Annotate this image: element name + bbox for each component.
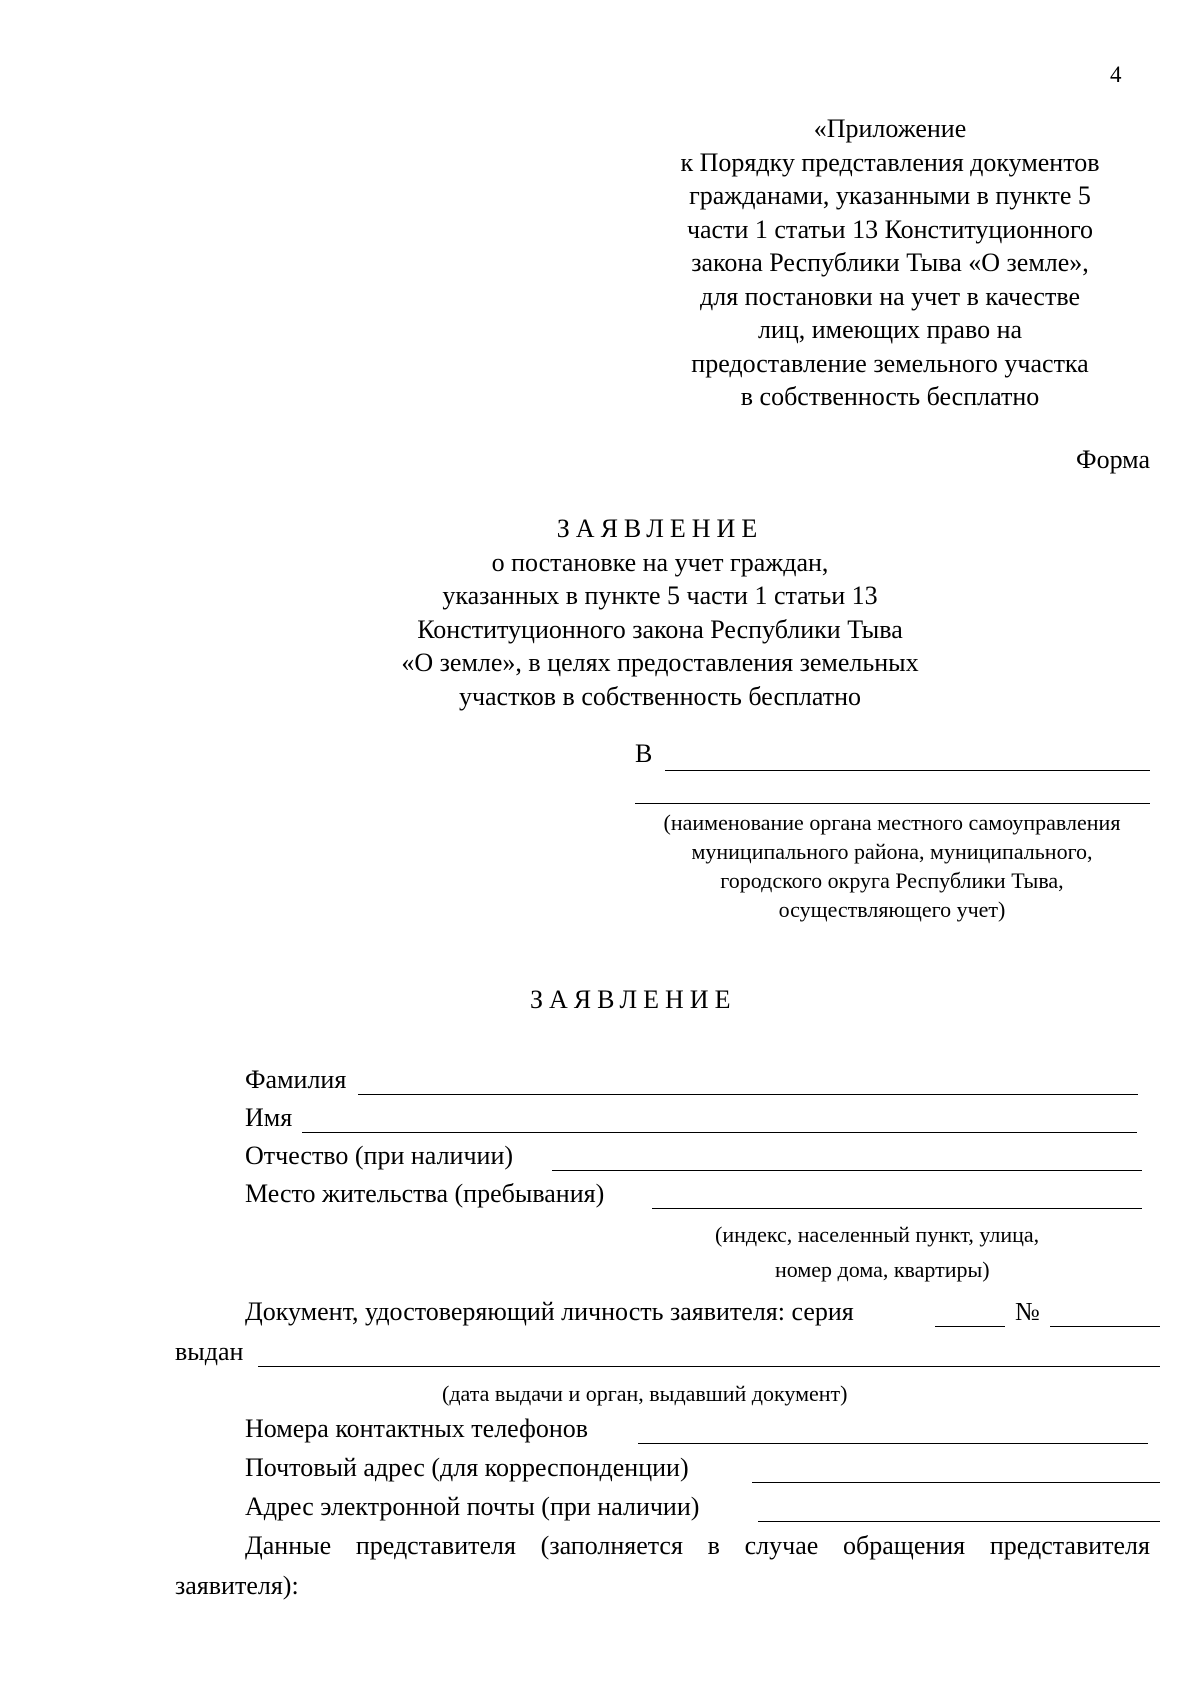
application-subtitle-line: «О земле», в целях предоставления земельных [401, 648, 919, 677]
application-subtitle-line: участков в собственность бесплатно [458, 681, 862, 711]
appendix-line: к Порядку представления документов [680, 147, 1100, 177]
phones-field[interactable] [638, 1414, 1148, 1444]
residence-caption-1: (индекс, населенный пункт, улица, [715, 1222, 1040, 1247]
representative-text: Данные представителя (заполняется в случае обращения представителя заявителя): [175, 1531, 1150, 1600]
recipient-blank-line-2[interactable] [635, 775, 1150, 804]
appendix-line: закона Республики Тыва «О земле», [691, 248, 1089, 277]
appendix-line: предоставление земельного участка [691, 348, 1089, 378]
application-subtitle-line: Конституционного закона Республики Тыва [417, 614, 903, 644]
email-field[interactable] [758, 1492, 1160, 1522]
name-label: Имя [245, 1103, 293, 1132]
appendix-line: для постановки на учет в качестве [700, 281, 1080, 311]
postal-address-label: Почтовый адрес (для корреспонденции) [245, 1453, 689, 1482]
page-number: 4 [1110, 62, 1122, 87]
application-subtitle-line: указанных в пункте 5 части 1 статьи 13 [442, 581, 878, 610]
form-label: Форма [1076, 445, 1150, 474]
application-subtitle-line: о постановке на учет граждан, [491, 547, 829, 577]
email-label: Адрес электронной почты (при наличии) [245, 1492, 700, 1521]
application-title: ЗАЯВЛЕНИЕ [556, 514, 764, 543]
representative-paragraph [175, 1526, 1150, 1606]
residence-field[interactable] [652, 1179, 1142, 1209]
surname-field[interactable] [358, 1065, 1138, 1095]
id-series-field[interactable] [935, 1297, 1005, 1327]
id-number-field[interactable] [1050, 1297, 1160, 1327]
issued-field[interactable] [258, 1337, 1160, 1367]
issued-label: выдан [175, 1337, 244, 1366]
appendix-line: «Приложение [813, 114, 967, 143]
name-field[interactable] [302, 1103, 1137, 1133]
recipient-caption-line: осуществляющего учет) [778, 897, 1006, 922]
surname-label: Фамилия [245, 1065, 347, 1094]
number-sign: № [1015, 1297, 1040, 1326]
residence-caption-2: номер дома, квартиры) [775, 1257, 990, 1282]
recipient-caption-line: городского округа Республики Тыва, [720, 868, 1064, 893]
recipient-caption-line: муниципального района, муниципального, [691, 839, 1093, 864]
application-title-2: ЗАЯВЛЕНИЕ [530, 985, 737, 1014]
phones-label: Номера контактных телефонов [245, 1414, 589, 1443]
appendix-line: части 1 статьи 13 Конституционного [686, 214, 1094, 244]
recipient-caption-line: (наименование органа местного самоуправления [663, 810, 1121, 835]
patronymic-label: Отчество (при наличии) [245, 1141, 514, 1170]
residence-label: Место жительства (пребывания) [245, 1179, 605, 1208]
appendix-line: в собственность бесплатно [740, 382, 1040, 411]
id-document-label: Документ, удостоверяющий личность заявителя: серия [245, 1297, 854, 1326]
appendix-line: гражданами, указанными в пункте 5 [689, 181, 1091, 210]
issued-caption: (дата выдачи и орган, выдавший документ) [442, 1381, 848, 1406]
postal-address-field[interactable] [752, 1453, 1160, 1483]
appendix-line: лиц, имеющих право на [757, 315, 1023, 344]
recipient-caption [632, 808, 1152, 924]
recipient-prefix: В [635, 739, 653, 768]
appendix-header [600, 112, 1180, 414]
patronymic-field[interactable] [552, 1141, 1142, 1171]
recipient-blank-line-1[interactable] [665, 742, 1150, 771]
application-header [350, 512, 970, 713]
